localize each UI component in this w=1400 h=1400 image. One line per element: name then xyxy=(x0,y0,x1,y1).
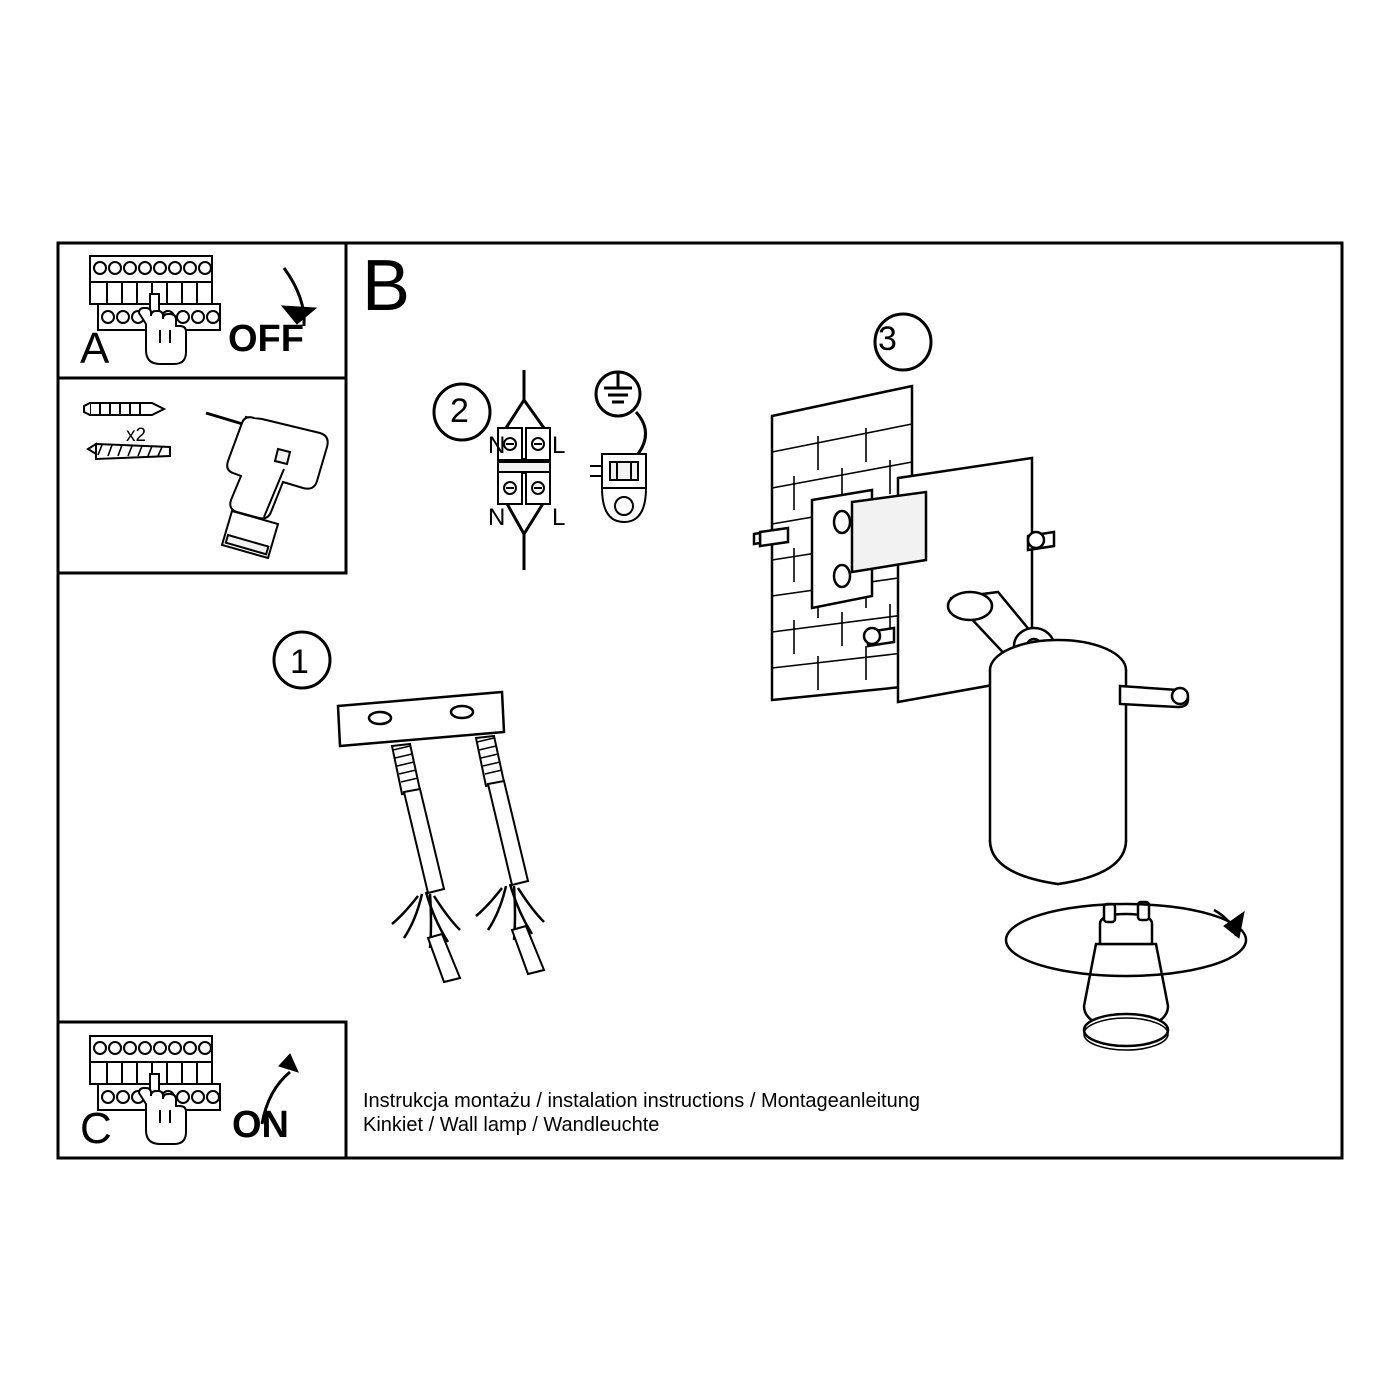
spotlight-cylinder-shade-icon xyxy=(990,640,1188,884)
lamp-socket-icon xyxy=(590,454,646,522)
terminal-block-on-icon xyxy=(76,1028,346,1154)
step-1-number: 1 xyxy=(290,643,309,681)
step-a-letter: A xyxy=(80,324,110,373)
step-c-action-label: ON xyxy=(232,1104,289,1146)
caption-line-2: Kinkiet / Wall lamp / Wandleuchte xyxy=(363,1114,660,1136)
step-c-letter: C xyxy=(80,1104,112,1153)
step-3-number: 3 xyxy=(878,320,897,358)
mounting-plate-with-screws-icon xyxy=(330,680,630,1000)
terminal-label-n-top: N xyxy=(488,432,506,459)
gu10-bulb-icon xyxy=(1000,888,1270,1088)
section-b-letter: B xyxy=(362,246,411,326)
wall-plug-icon xyxy=(84,403,164,415)
terminal-label-l-bottom: L xyxy=(552,504,566,531)
step-2-number: 2 xyxy=(450,392,469,430)
step-a-action-label: OFF xyxy=(228,318,304,360)
tool-quantity-label: x2 xyxy=(126,425,147,446)
terminal-label-n-bottom: N xyxy=(488,504,506,531)
caption-line-1: Instrukcja montażu / instalation instructions / Montageanleitung xyxy=(363,1090,920,1112)
tools-icon-group xyxy=(70,385,345,567)
power-drill-icon xyxy=(206,413,328,558)
terminal-label-l-top: L xyxy=(552,432,566,459)
earth-ground-icon xyxy=(576,366,686,566)
terminal-block-off-icon xyxy=(76,248,346,373)
